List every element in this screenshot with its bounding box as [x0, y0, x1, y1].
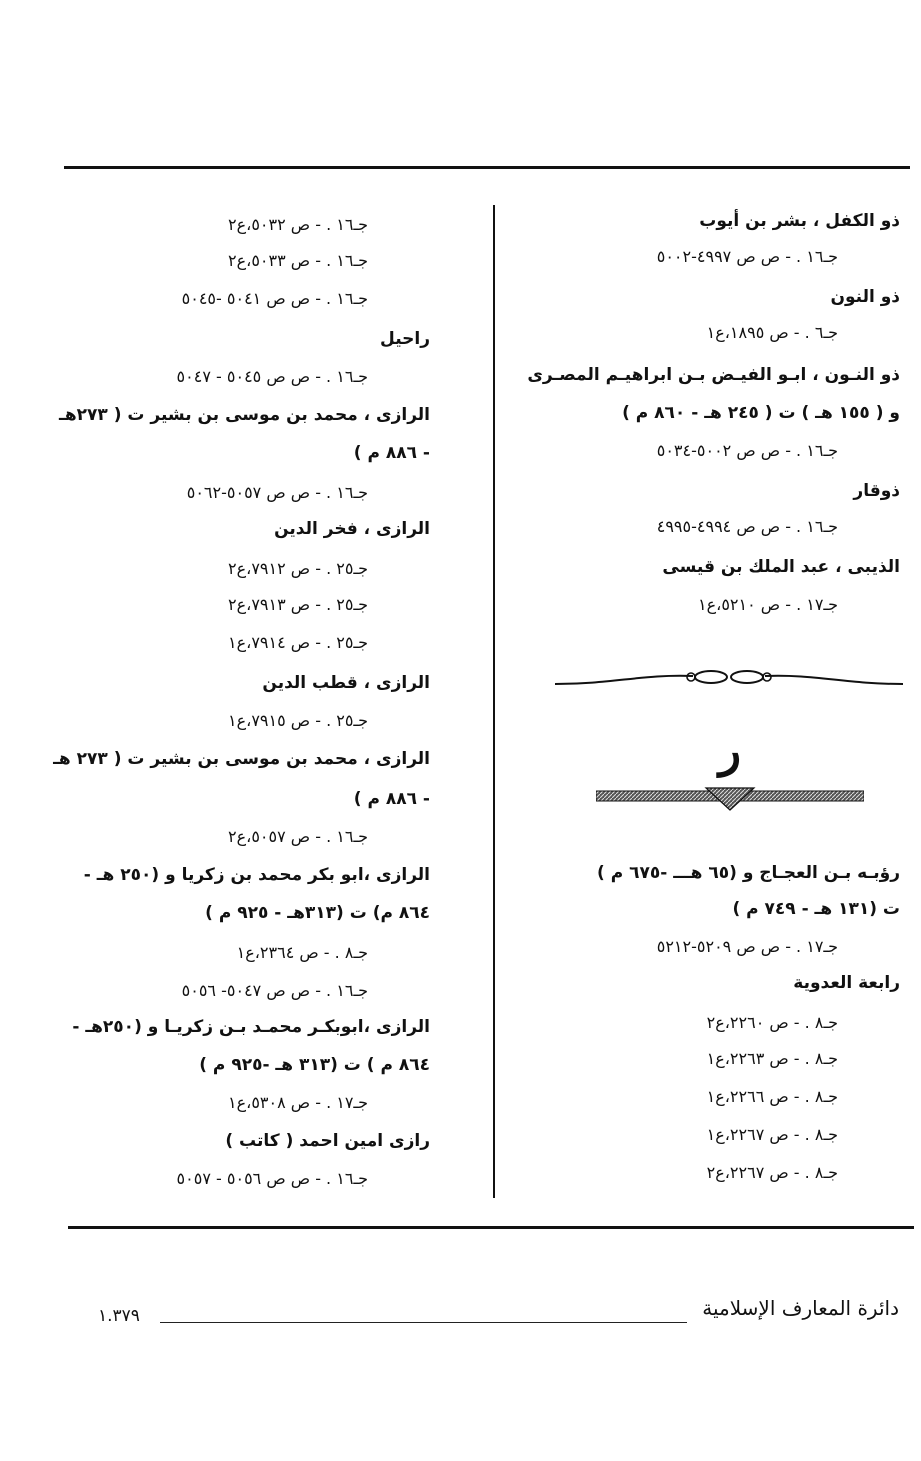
- entry-reference: جـ٨ . - ص ٢٢٦٧،ع٢: [706, 1163, 838, 1182]
- entry-heading: ذو النـون ، ابـو الفيـض بـن ابراهيـم المصـرى: [527, 365, 900, 385]
- top-rule: [64, 166, 910, 169]
- entry-reference: جـ١٦ . - ص ٥٠٥٧،ع٢: [228, 827, 368, 846]
- entry-reference: جـ٨ . - ص ٢٢٦٣،ع١: [706, 1049, 838, 1068]
- entry-reference: جـ٢٥ . - ص ٧٩١٤،ع١: [228, 633, 368, 652]
- footer-line: [160, 1322, 687, 1323]
- entry-reference: جـ١٦ . - ص ص ٤٩٩٧-٥٠٠٢: [656, 247, 838, 266]
- entry-heading: - ٨٨٦ م ): [353, 789, 430, 809]
- footer-title: دائرة المعارف الإسلامية: [702, 1296, 899, 1320]
- entry-reference: جـ١٦ . - ص ص ٥٠٠٢-٥٠٣٤: [656, 441, 838, 460]
- entry-reference: جـ٨ . - ص ٢٢٦٧،ع١: [706, 1125, 838, 1144]
- section-bar: [596, 786, 864, 814]
- entry-heading: الرازى ،ابو بكر محمد بن زكريا و (٢٥٠ هـ -: [83, 865, 430, 885]
- entry-heading: ٨٦٤ م) ت (٣١٣هـ - ٩٢٥ م ): [205, 903, 430, 923]
- entry-reference: جـ١٦ . - ص ص ٤٩٩٤-٤٩٩٥: [656, 517, 838, 536]
- entry-reference: جـ٨ . - ص ٢٢٦٠،ع٢: [706, 1013, 838, 1032]
- entry-reference: جـ٢٥ . - ص ٧٩١٢،ع٢: [228, 559, 368, 578]
- entry-reference: جـ١٧ . - ص ٥٣٠٨،ع١: [228, 1093, 368, 1112]
- entry-reference: جـ٨ . - ص ٢٢٦٦،ع١: [706, 1087, 838, 1106]
- entry-heading: راحيل: [380, 329, 430, 349]
- entry-reference: جـ١٧ . - ص ص ٥٢٠٩-٥٢١٢: [656, 937, 838, 956]
- entry-heading: الرازى ، قطب الدين: [262, 673, 430, 693]
- entry-heading: رؤبـه بـن العجـاج و (٦٥ هـــ -٦٧٥ م ): [597, 863, 900, 883]
- entry-heading: الرازى ، محمد بن موسى بن بشير ت ( ٢٧٣ هـ: [53, 749, 430, 769]
- entry-heading: و ( ١٥٥ هـ ) ت ( ٢٤٥ هـ - ٨٦٠ م ): [622, 403, 900, 423]
- section-letter: ر: [718, 723, 742, 777]
- entry-heading: الرازى ، فخر الدين: [274, 519, 430, 539]
- entry-heading: ٨٦٤ م ) ت (٣١٣ هـ -٩٢٥ م ): [199, 1055, 430, 1075]
- entry-heading: - ٨٨٦ م ): [353, 443, 430, 463]
- entry-reference: جـ٨ . - ص ٢٣٦٤،ع١: [236, 943, 368, 962]
- entry-heading: ذوقار: [853, 481, 900, 501]
- bottom-rule: [68, 1226, 914, 1229]
- entry-heading: الرازى ،ابوبكـر محمـد بـن زكريـا و (٢٥٠هـ -: [72, 1017, 430, 1037]
- entry-reference: جـ١٦ . - ص ٥٠٣٢،ع٢: [228, 215, 368, 234]
- ornament-divider: [553, 660, 905, 692]
- entry-reference: جـ٢٥ . - ص ٧٩١٣،ع٢: [228, 595, 368, 614]
- entry-reference: جـ١٦ . - ص ٥٠٣٣،ع٢: [228, 251, 368, 270]
- entry-reference: جـ٦ . - ص ١٨٩٥،ع١: [706, 323, 838, 342]
- entry-reference: جـ١٦ . - ص ص ٥٠٤٥ - ٥٠٤٧: [176, 367, 368, 386]
- entry-reference: جـ١٦ . - ص ص ٥٠٤١ -٥٠٤٥: [181, 289, 368, 308]
- entry-reference: جـ١٦ . - ص ص ٥٠٥٦ - ٥٠٥٧: [176, 1169, 368, 1188]
- entry-heading: ذو النون: [830, 287, 900, 307]
- entry-heading: الرازى ، محمد بن موسى بن بشير ت ( ٢٧٣هـ: [59, 405, 430, 425]
- entry-heading: ت (١٣١ هـ - ٧٤٩ م ): [732, 899, 900, 919]
- entry-heading: رازى امين احمد ( كاتب ): [225, 1131, 430, 1151]
- entry-heading: الذيبى ، عبد الملك بن قيسى: [662, 557, 900, 577]
- entry-reference: جـ١٦ . - ص ص ٥٠٤٧- ٥٠٥٦: [181, 981, 368, 1000]
- entry-heading: رابعة العدوية: [793, 973, 900, 993]
- entry-reference: جـ١٦ . - ص ص ٥٠٥٧-٥٠٦٢: [186, 483, 368, 502]
- entry-heading: ذو الكفل ، بشر بن أيوب: [699, 211, 900, 231]
- column-divider: [493, 205, 495, 1198]
- entry-reference: جـ٢٥ . - ص ٧٩١٥،ع١: [228, 711, 368, 730]
- page-number: ١.٣٧٩: [98, 1306, 140, 1326]
- entry-reference: جـ١٧ . - ص ٥٢١٠،ع١: [698, 595, 838, 614]
